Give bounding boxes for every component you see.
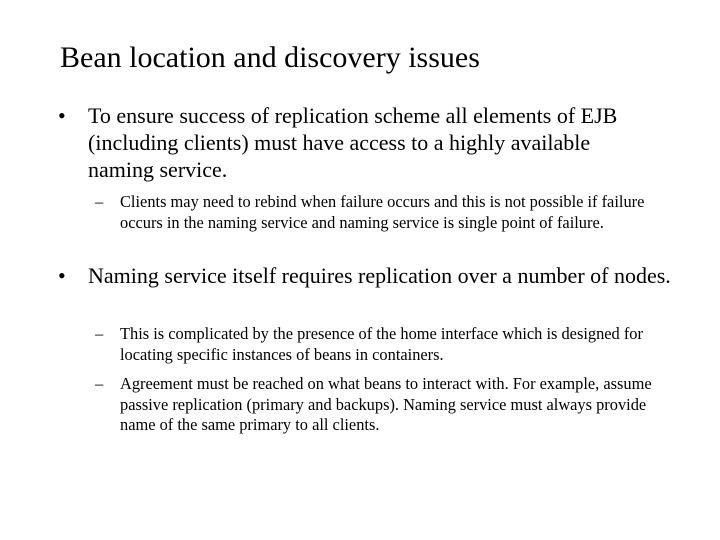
sub-bullet-dash: – <box>95 374 104 393</box>
slide-title: Bean location and discovery issues <box>60 41 480 74</box>
bullet-dot: • <box>58 103 66 128</box>
sub-bullet-dash: – <box>95 324 104 343</box>
bullet-text: To ensure success of replication scheme all elements of EJB (including clients) must have access to a highly available naming service. <box>88 103 618 182</box>
sub-bullet-text: Agreement must be reached on what beans to interact with. For example, assume passive replication (primary and backups). Naming service must always provide name of the same primary to all clients. <box>120 374 652 434</box>
sub-bullet-text: This is complicated by the presence of the home interface which is designed for locating specific instances of beans in containers. <box>120 324 643 364</box>
bullet-dot: • <box>58 263 66 288</box>
sub-bullet-text: Clients may need to rebind when failure occurs and this is not possible if failure occurs in the naming service and naming service is single point of failure. <box>120 192 645 232</box>
sub-bullet-dash: – <box>95 192 104 211</box>
bullet-text: Naming service itself requires replication over a number of nodes. <box>88 263 671 288</box>
